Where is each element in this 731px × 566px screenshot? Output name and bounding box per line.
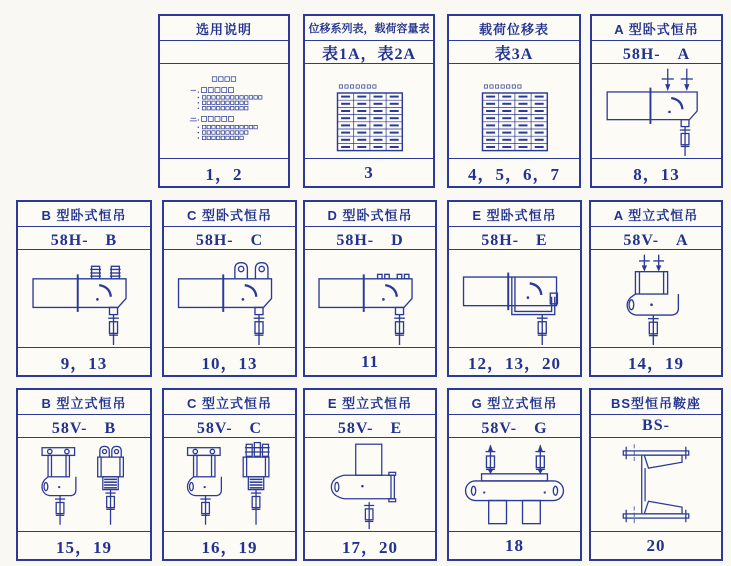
catalog-cell [16,200,152,377]
vertical-hanger-c-drawing [166,440,293,529]
catalog-cell [590,14,723,188]
cell-drawing-area [591,438,721,532]
cell-title: G 型立式恒吊 [449,390,580,415]
cell-title: A 型立式恒吊 [591,202,721,227]
cell-drawing-area [305,250,435,348]
catalog-cell [16,388,152,561]
catalog-cell [447,200,582,377]
cell-model-number: 58V- A [591,227,721,250]
vertical-hanger-g-drawing [451,440,578,529]
cell-title: 选用说明 [160,16,288,41]
cell-model-number: 58H- B [18,227,150,250]
catalog-cell [303,14,435,188]
cell-drawing-area [305,64,433,159]
horizontal-hanger-a-drawing [594,66,719,156]
cell-title: 载荷位移表 [449,16,579,41]
cell-model-number: 58H- E [449,227,580,250]
selection-notes-sketch [162,66,286,156]
horizontal-hanger-c-drawing [166,252,293,345]
horizontal-hanger-d-drawing [307,252,433,345]
cell-page-numbers: 14，19 [628,354,684,373]
cell-page-numbers: 17，20 [342,538,398,557]
cell-model-number: 58H- D [305,227,435,250]
cell-drawing-area [591,250,721,348]
cell-title: E 型卧式恒吊 [449,202,580,227]
cell-page-numbers: 4，5，6，7 [468,165,560,184]
catalog-cell [303,388,437,561]
catalog-cell [589,200,723,377]
data-table-sketch [307,66,431,156]
cell-drawing-area [449,64,579,159]
catalog-cell [447,388,582,561]
cell-model-number: 58H- C [164,227,295,250]
cell-title: B 型立式恒吊 [18,390,150,415]
cell-drawing-area [592,64,721,159]
cell-drawing-area [305,438,435,532]
catalog-cell [447,14,581,188]
cell-drawing-area [449,250,580,348]
cell-page-numbers: 11 [360,351,380,371]
catalog-cell [162,200,297,377]
catalog-cell [162,388,297,561]
cell-drawing-area [160,64,288,159]
cell-model-number: 表3A [449,41,579,64]
cell-page-numbers: 9，13 [60,354,108,373]
cell-page-numbers: 18 [505,535,524,555]
vertical-hanger-a-drawing [593,252,719,345]
cell-title: A 型卧式恒吊 [592,16,721,41]
cell-model-number: 58V- C [164,415,295,438]
vertical-hanger-e-drawing [307,440,433,529]
catalog-cell [589,388,723,561]
data-table-sketch [451,66,577,156]
cell-model-number: 58H- A [592,41,721,64]
cell-drawing-area [164,438,295,532]
cell-model-number: 58V- B [18,415,150,438]
saddle-bs-drawing [593,440,719,529]
cell-page-numbers: 8，13 [633,165,680,184]
cell-page-numbers: 20 [646,535,666,555]
cell-model-number: 58V- E [305,415,435,438]
cell-page-numbers: 10，13 [201,354,258,373]
cell-model-number [160,41,288,64]
cell-page-numbers: 1，2 [205,165,243,184]
cell-title: E 型立式恒吊 [305,390,435,415]
cell-title: 位移系列表，载荷容量表 [305,16,433,41]
cell-title: C 型卧式恒吊 [164,202,295,227]
cell-page-numbers: 16，19 [201,538,258,557]
cell-drawing-area [18,438,150,532]
cell-model-number: 58V- G [449,415,580,438]
cell-drawing-area [18,250,150,348]
cell-title: D 型卧式恒吊 [305,202,435,227]
horizontal-hanger-b-drawing [20,252,148,345]
cell-title: B 型卧式恒吊 [18,202,150,227]
cell-drawing-area [449,438,580,532]
cell-page-numbers: 12，13，20 [468,354,561,373]
cell-model-number: BS- [591,415,721,438]
horizontal-hanger-e-drawing [451,252,578,345]
cell-page-numbers: 15，19 [56,538,112,557]
vertical-hanger-b-drawing [20,440,148,529]
cell-title: C 型立式恒吊 [164,390,295,415]
cell-page-numbers: 3 [364,162,374,182]
cell-model-number: 表1A，表2A [305,41,433,64]
catalog-cell [158,14,290,188]
cell-title: BS型恒吊鞍座 [591,390,721,415]
catalog-cell [303,200,437,377]
cell-drawing-area [164,250,295,348]
